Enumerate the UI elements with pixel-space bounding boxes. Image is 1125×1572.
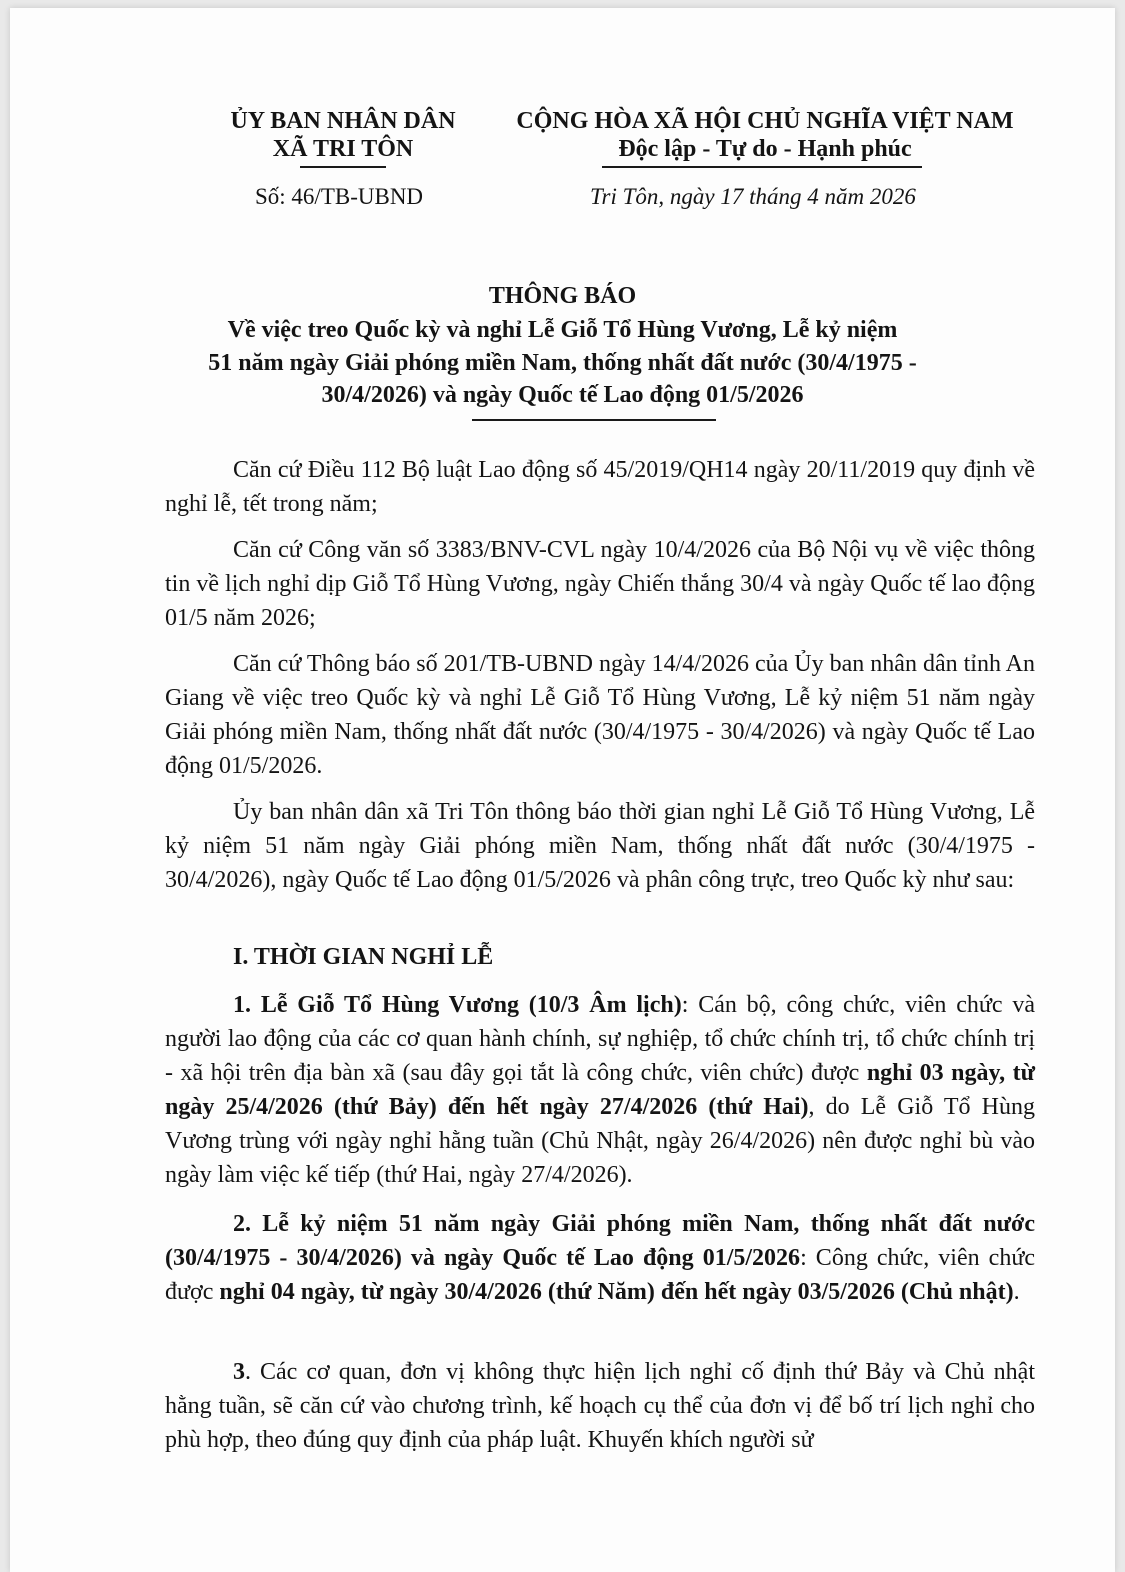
place-date: Tri Tôn, ngày 17 tháng 4 năm 2026 <box>590 184 916 209</box>
item-1-paragraph <box>165 988 1035 1192</box>
item-1-text-b: , do Lễ Giỗ Tổ Hùng Vương trùng với ngày nghỉ hằng tuần (Chủ Nhật, ngày 26/4/2026) nên được nghỉ bù vào ngày làm việc kế tiếp (thứ Hai, ngày 27/4/2026). <box>165 1094 1035 1188</box>
title-underline <box>472 419 716 421</box>
notice-subject-line-2: 51 năm ngày Giải phóng miền Nam, thống nhất đất nước (30/4/1975 - <box>208 350 917 376</box>
nation-motto: Độc lập - Tự do - Hạnh phúc <box>618 136 912 162</box>
issuer-underline <box>300 166 386 168</box>
notice-subject-line-1: Về việc treo Quốc kỳ và nghỉ Lễ Giỗ Tổ Hùng Vương, Lễ kỷ niệm <box>227 317 898 343</box>
item-2-holiday-period: nghỉ 04 ngày, từ ngày 30/4/2026 (thứ Năm) đến hết ngày 03/5/2026 (Chủ nhật) <box>219 1279 1014 1305</box>
item-3-number: 3 <box>233 1359 245 1385</box>
item-2-text-b: . <box>1013 1279 1020 1305</box>
item-2-paragraph <box>165 1207 1035 1309</box>
item-1-holiday-period: nghỉ 03 ngày, từ ngày 25/4/2026 (thứ Bảy) đến hết ngày 27/4/2026 (thứ Hai) <box>165 1060 1036 1120</box>
section-1-heading: I. THỜI GIAN NGHỈ LỄ <box>233 944 494 970</box>
nation-title: CỘNG HÒA XÃ HỘI CHỦ NGHĨA VIỆT NAM <box>516 108 1014 134</box>
item-3-text: . Các cơ quan, đơn vị không thực hiện lịch nghỉ cố định thứ Bảy và Chủ nhật hằng tuần, sẽ căn cứ vào chương trình, kế hoạch cụ thể của đơn vị để bố trí lịch nghỉ cho phù hợp, theo đúng quy định của pháp luật. Khuyến khích người sử <box>165 1359 1035 1453</box>
paragraph-legal-basis-1: Căn cứ Điều 112 Bộ luật Lao động số 45/2019/QH14 ngày 20/11/2019 quy định về nghỉ lễ, tết trong năm; <box>165 457 1035 517</box>
document-number: Số: 46/TB-UBND <box>255 184 424 209</box>
document-page <box>10 8 1115 1572</box>
issuer-line-2: XÃ TRI TÔN <box>272 136 414 162</box>
motto-underline <box>602 166 922 168</box>
item-2-text-a: : Công chức, viên chức được <box>165 1245 1035 1305</box>
item-1-title: 1. Lễ Giỗ Tổ Hùng Vương (10/3 Âm lịch) <box>233 992 682 1018</box>
paragraph-announcement: Ủy ban nhân dân xã Tri Tôn thông báo thời gian nghỉ Lễ Giỗ Tổ Hùng Vương, Lễ kỷ niệm 51 năm ngày Giải phóng miền Nam, thống nhất đất nước (30/4/1975 - 30/4/2026), ngày Quốc tế Lao động 01/5/2026 và phân công trực, treo Quốc kỳ như sau: <box>165 799 1035 893</box>
notice-subject-line-3: 30/4/2026) và ngày Quốc tế Lao động 01/5/2026 <box>321 382 804 408</box>
item-1-text-a: : Cán bộ, công chức, viên chức và người lao động của các cơ quan hành chính, sự nghiệp, tổ chức chính trị, tổ chức chính trị - xã hội trên địa bàn xã (sau đây gọi tắt là công chức, viên chức) được <box>165 992 1036 1086</box>
issuer-line-1: ỦY BAN NHÂN DÂN <box>230 108 456 134</box>
paragraph-legal-basis-2: Căn cứ Công văn số 3383/BNV-CVL ngày 10/4/2026 của Bộ Nội vụ về việc thông tin về lịch nghỉ dịp Giỗ Tổ Hùng Vương, ngày Chiến thắng 30/4 và ngày Quốc tế lao động 01/5 năm 2026; <box>165 537 1035 631</box>
paragraph-legal-basis-3: Căn cứ Thông báo số 201/TB-UBND ngày 14/4/2026 của Ủy ban nhân dân tỉnh An Giang về việc treo Quốc kỳ và nghỉ Lễ Giỗ Tổ Hùng Vương, Lễ kỷ niệm 51 năm ngày Giải phóng miền Nam, thống nhất đất nước (30/4/1975 - 30/4/2026) và ngày Quốc tế Lao động 01/5/2026. <box>165 651 1035 779</box>
item-2-title: 2. Lễ kỷ niệm 51 năm ngày Giải phóng miền Nam, thống nhất đất nước (30/4/1975 - 30/4/2026) và ngày Quốc tế Lao động 01/5/2026 <box>165 1211 1035 1271</box>
item-3-paragraph <box>165 1355 1035 1457</box>
notice-title: THÔNG BÁO <box>488 283 637 309</box>
